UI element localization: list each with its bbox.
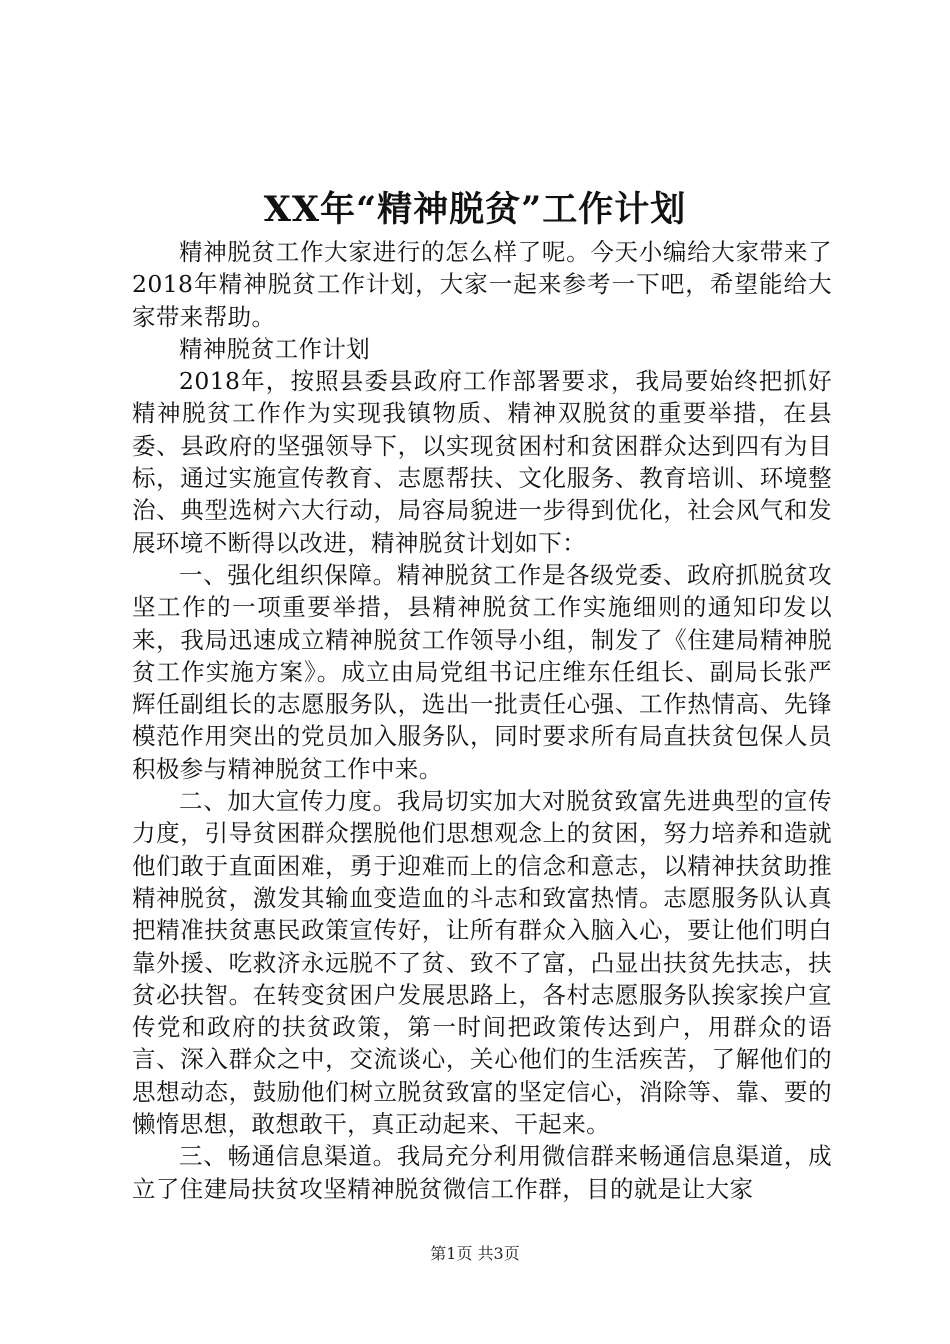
document-body bbox=[132, 236, 832, 1205]
paragraph-section-3: 三、畅通信息渠道。我局充分利用微信群来畅通信息渠道，成立了住建局扶贫攻坚精神脱贫微信工作群，目的就是让大家 bbox=[132, 1142, 832, 1203]
paragraph-overview: 2018年，按照县委县政府工作部署要求，我局要始终把抓好精神脱贫工作作为实现我镇物质、精神双脱贫的重要举措，在县委、县政府的坚强领导下，以实现贫困村和贫困群众达到四有为目标，通过实施宣传教育、志愿帮扶、文化服务、教育培训、环境整治、典型选树六大行动，局容局貌进一步得到优化，社会风气和发展环境不断得以改进，精神脱贫计划如下： bbox=[132, 367, 832, 557]
paragraph-section-1: 一、强化组织保障。精神脱贫工作是各级党委、政府抓脱贫攻坚工作的一项重要举措，县精神脱贫工作实施细则的通知印发以来，我局迅速成立精神脱贫工作领导小组，制发了《住建局精神脱贫工作实施方案》。成立由局党组书记庄维东任组长、副局长张严辉任副组长的志愿服务队，选出一批责任心强、工作热情高、先锋模范作用突出的党员加入服务队，同时要求所有局直扶贫包保人员积极参与精神脱贫工作中来。 bbox=[132, 560, 832, 783]
paragraph-section-2: 二、加大宣传力度。我局切实加大对脱贫致富先进典型的宣传力度，引导贫困群众摆脱他们思想观念上的贫困，努力培养和造就他们敢于直面困难，勇于迎难而上的信念和意志，以精神扶贫助推精神脱贫，激发其输血变造血的斗志和致富热情。志愿服务队认真把精准扶贫惠民政策宣传好，让所有群众入脑入心，要让他们明白靠外援、吃救济永远脱不了贫、致不了富，凸显出扶贫先扶志，扶贫必扶智。在转变贫困户发展思路上，各村志愿服务队挨家挨户宣传党和政府的扶贫政策，第一时间把政策传达到户，用群众的语言、深入群众之中，交流谈心，关心他们的生活疾苦，了解他们的思想动态，鼓励他们树立脱贫致富的坚定信心，消除等、靠、要的懒惰思想，敢想敢干，真正动起来、干起来。 bbox=[132, 787, 832, 1139]
page-number-footer: 第1页 共3页 bbox=[430, 1244, 520, 1263]
paragraph-intro: 精神脱贫工作大家进行的怎么样了呢。今天小编给大家带来了2018年精神脱贫工作计划，大家一起来参考一下吧，希望能给大家带来帮助。 bbox=[132, 238, 832, 331]
paragraph-subtitle: 精神脱贫工作计划 bbox=[179, 334, 371, 363]
document-title: XX年“精神脱贫”工作计划 bbox=[263, 189, 687, 230]
